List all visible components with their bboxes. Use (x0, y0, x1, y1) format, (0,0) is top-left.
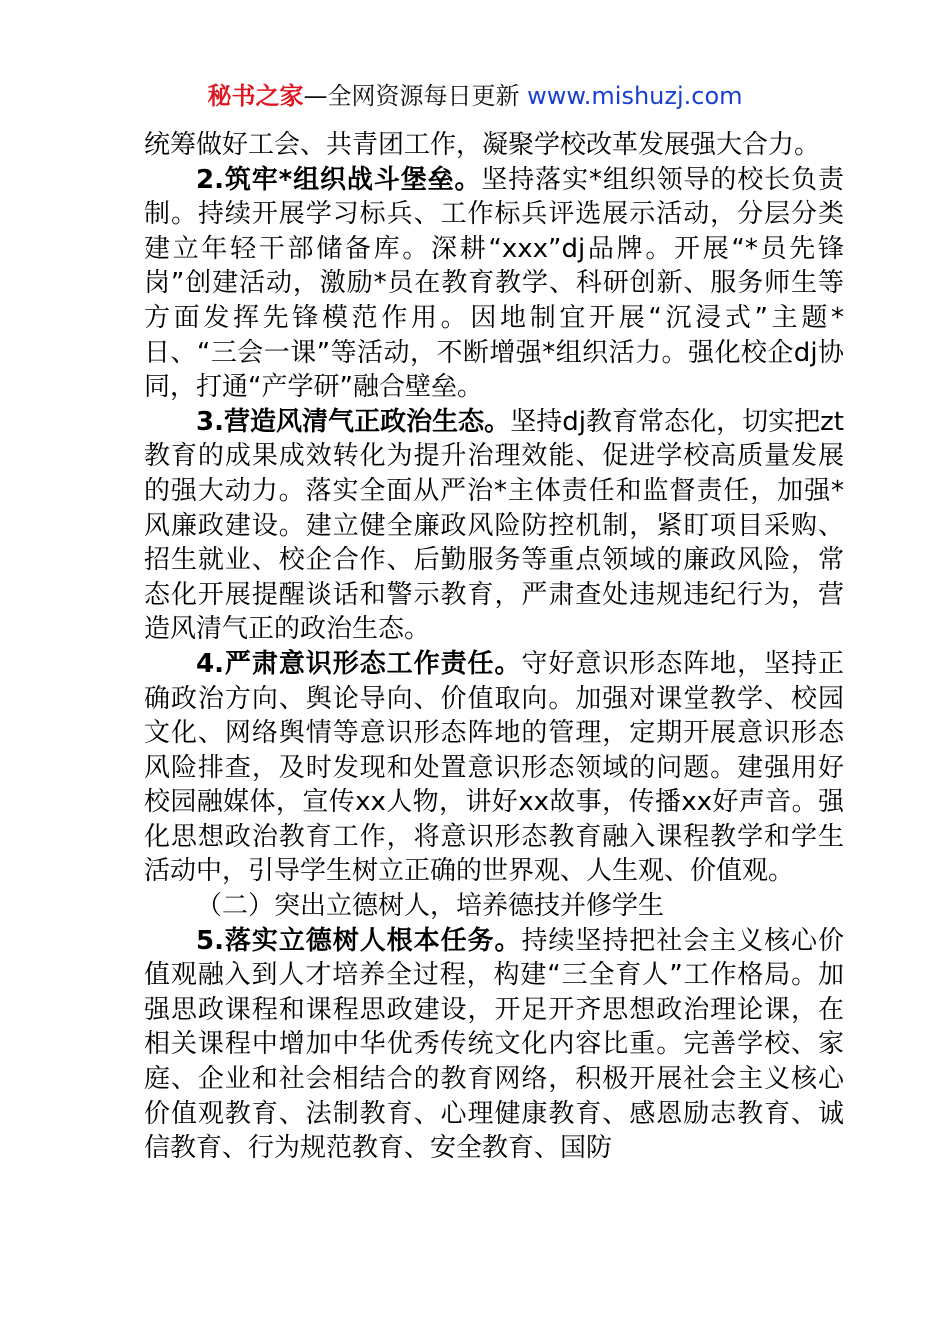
paragraph-item-2 (144, 163, 844, 405)
paragraph-item-3 (144, 405, 844, 647)
brand-name: 秘书之家 (207, 82, 304, 110)
document-body (144, 128, 844, 1166)
paragraph-text: 坚持dj教育常态化，切实把zt教育的成果成效转化为提升治理效能、促进学校高质量发展的强大动力。落实全面从严治*主体责任和监督责任，加强*风廉政建设。建立健全廉政风险防控机制，紧盯项目采购、招生就业、校企合作、后勤服务等重点领域的廉政风险，常态化开展提醒谈话和警示教育，严肃查处违规违纪行为，营造风清气正的政治生态。 (144, 406, 844, 645)
paragraph-heading: 4.严肃意识形态工作责任。 (196, 648, 522, 679)
paragraph-heading: 3.营造风清气正政治生态。 (196, 406, 511, 437)
paragraph-heading: 5.落实立德树人根本任务。 (196, 925, 522, 956)
paragraph-text: 坚持落实*组织领导的校长负责制。持续开展学习标兵、工作标兵评选展示活动，分层分类建立年轻干部储备库。深耕“xxx”dj品牌。开展“*员先锋岗”创建活动，激励*员在教育教学、科研创新、服务师生等方面发挥先锋模范作用。因地制宜开展“沉浸式”主题*日、“三会一课”等活动，不断增强*组织活力。强化校企dj协同，打通“产学研”融合壁垒。 (144, 164, 844, 403)
subheading-text: （二）突出立德树人，培养德技并修学生 (196, 891, 665, 922)
header-tagline: —全网资源每日更新 (303, 82, 520, 110)
paragraph-text: 统筹做好工会、共青团工作，凝聚学校改革发展强大合力。 (144, 130, 821, 160)
paragraph-continuation (144, 128, 844, 163)
section-subheading (144, 889, 844, 924)
site-url-link[interactable]: www.mishuzj.com (527, 82, 743, 110)
paragraph-text: 持续坚持把社会主义核心价值观融入到人才培养全过程，构建“三全育人”工作格局。加强思政课程和课程思政建设，开足开齐思想政治理论课，在相关课程中增加中华优秀传统文化内容比重。完善学校、家庭、企业和社会相结合的教育网络，积极开展社会主义核心价值观教育、法制教育、心理健康教育、感恩励志教育、诚信教育、行为规范教育、安全教育、国防 (144, 925, 844, 1164)
paragraph-text: 守好意识形态阵地，坚持正确政治方向、舆论导向、价值取向。加强对课堂教学、校园文化、网络舆情等意识形态阵地的管理，定期开展意识形态风险排查，及时发现和处置意识形态领域的问题。建强用好校园融媒体，宣传xx人物，讲好xx故事，传播xx好声音。强化思想政治教育工作，将意识形态教育融入课程教学和学生活动中，引导学生树立正确的世界观、人生观、价值观。 (144, 648, 844, 887)
paragraph-item-5 (144, 924, 844, 1166)
paragraph-item-4 (144, 647, 844, 889)
site-header (0, 78, 950, 114)
paragraph-heading: 2.筑牢*组织战斗堡垒。 (196, 164, 482, 195)
